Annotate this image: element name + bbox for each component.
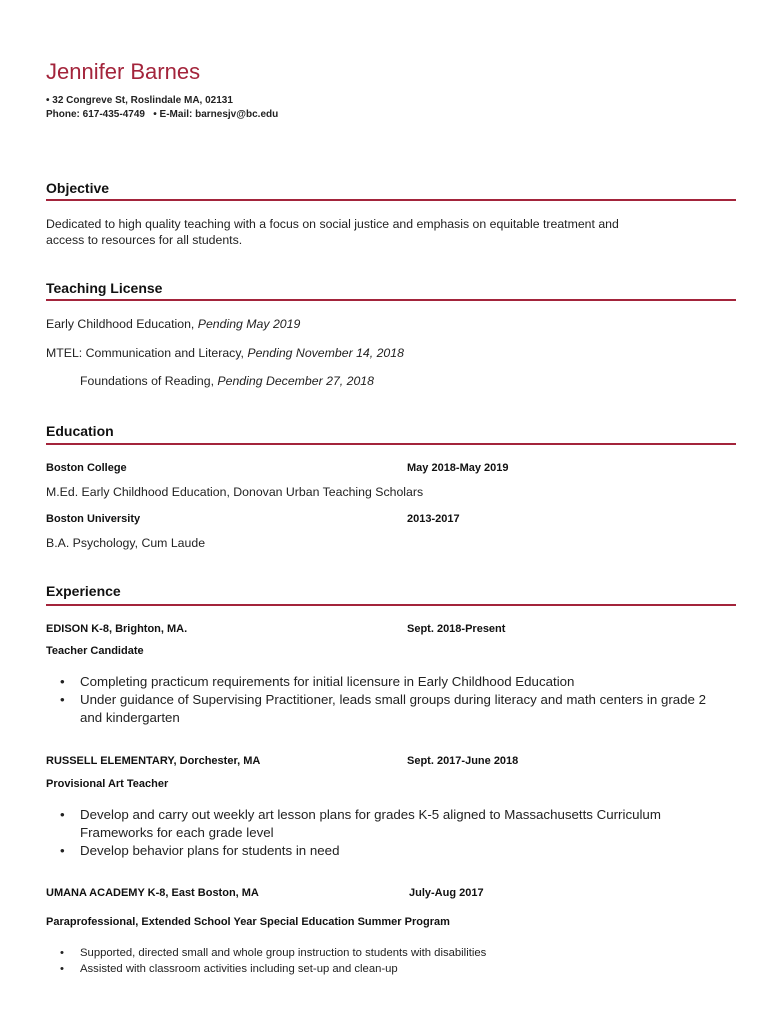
employer-location: , Brighton, MA. xyxy=(108,623,188,635)
employer-name: EDISON K-8 xyxy=(46,623,109,635)
license-heading: Teaching License xyxy=(46,280,163,296)
license-status: Pending November 14, 2018 xyxy=(247,346,404,360)
job-bullet: • Develop and carry out weekly art lesson plans for grades K-5 aligned to Massachusetts Curriculum Frameworks for each grade level xyxy=(60,806,690,842)
license-status: Pending December 27, 2018 xyxy=(217,374,374,388)
job-bullet: • Supported, directed small and whole group instruction to students with disabilities xyxy=(60,945,730,961)
job-bullets xyxy=(60,945,730,977)
section-divider xyxy=(46,604,736,606)
employer-location: , Dorchester, MA xyxy=(173,755,261,767)
section-divider xyxy=(46,199,736,201)
candidate-name: Jennifer Barnes xyxy=(46,59,201,84)
objective-heading: Objective xyxy=(46,180,110,196)
license-label: MTEL: Communication and Literacy, xyxy=(46,346,248,360)
education-dates: 2013-2017 xyxy=(407,513,460,525)
job-dates: Sept. 2017-June 2018 xyxy=(407,755,519,767)
job-bullet: • Completing practicum requirements for initial licensure in Early Childhood Education xyxy=(60,673,730,691)
address-line: • 32 Congreve St, Roslindale MA, 02131 xyxy=(46,95,233,106)
license-item xyxy=(46,346,404,360)
license-label: Foundations of Reading, xyxy=(80,374,218,388)
job-bullet: • Under guidance of Supervising Practitioner, leads small groups during literacy and math centers in grade 2 and kindergarten xyxy=(60,691,730,727)
license-label: Early Childhood Education, xyxy=(46,317,198,331)
section-divider xyxy=(46,443,736,445)
job-role: Paraprofessional, Extended School Year Special Education Summer Program xyxy=(46,916,450,928)
job-role: Provisional Art Teacher xyxy=(46,778,169,790)
objective-text-line: Dedicated to high quality teaching with a focus on social justice and emphasis on equitable treatment and xyxy=(46,217,619,231)
job-bullets xyxy=(60,673,730,727)
education-heading: Education xyxy=(46,423,114,439)
section-divider xyxy=(46,299,736,301)
contact-line: Phone: 617-435-4749 • E-Mail: barnesjv@bc.edu xyxy=(46,109,279,120)
employer xyxy=(46,623,187,635)
employer xyxy=(46,755,260,767)
education-dates: May 2018-May 2019 xyxy=(407,462,509,474)
school-name: Boston College xyxy=(46,462,127,474)
experience-heading: Experience xyxy=(46,583,121,599)
license-item xyxy=(46,317,300,331)
job-dates: Sept. 2018-Present xyxy=(407,623,506,635)
objective-text-line: access to resources for all students. xyxy=(46,233,243,247)
job-dates: July-Aug 2017 xyxy=(409,887,484,899)
license-status: Pending May 2019 xyxy=(197,317,301,331)
degree: B.A. Psychology, Cum Laude xyxy=(46,536,206,550)
employer-location: , East Boston, MA xyxy=(165,887,259,899)
job-bullet: • Develop behavior plans for students in need xyxy=(60,842,690,860)
school-name: Boston University xyxy=(46,513,141,525)
job-role: Teacher Candidate xyxy=(46,645,144,657)
job-bullets xyxy=(60,806,690,860)
job-bullet: • Assisted with classroom activities including set-up and clean-up xyxy=(60,961,730,977)
employer-name: UMANA ACADEMY K-8 xyxy=(46,887,166,899)
degree: M.Ed. Early Childhood Education, Donovan Urban Teaching Scholars xyxy=(46,485,424,499)
employer-name: RUSSELL ELEMENTARY xyxy=(46,755,174,767)
employer xyxy=(46,887,259,899)
license-item xyxy=(80,374,374,388)
